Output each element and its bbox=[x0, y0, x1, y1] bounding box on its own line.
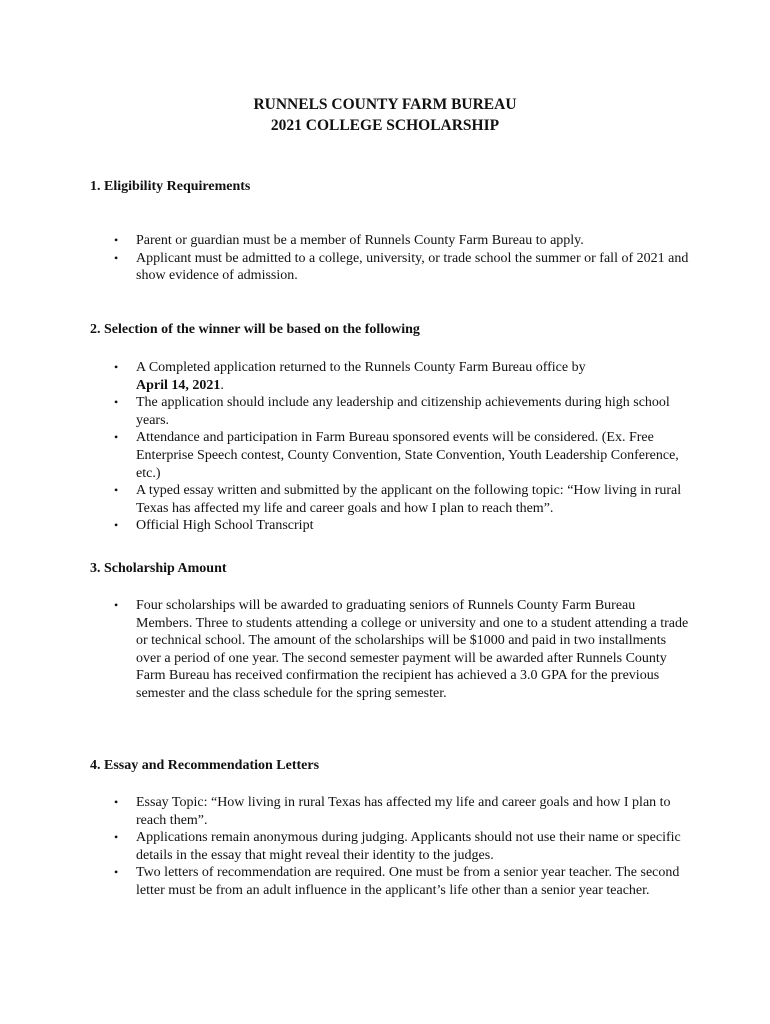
bullet-icon: • bbox=[114, 795, 119, 809]
bullet-icon: • bbox=[114, 483, 119, 498]
list-item: • The application should include any leadership and citizenship achievements during high school years. bbox=[114, 395, 670, 428]
list-item: • Applications remain anonymous during judging. Applicants should not use their name or specific details in the essay that might reveal their identity to the judges. bbox=[114, 830, 681, 863]
list-item: • Applicant must be admitted to a college, university, or trade school the summer or fall of 2021 and show evidence of admission. bbox=[114, 250, 689, 284]
list-item: • Four scholarships will be awarded to graduating seniors of Runnels County Farm Bureau Members. Three to students attending a college or university and one to a student attending a trade or technical school. The amount of the scholarships will be $1000 and paid in two installments over a period of one year. The second semester payment will be awarded after Runnels County Farm Bureau has received confirmation the recipient has achieved a 3.0 GPA for the previous semester and the class schedule for the spring semester. bbox=[114, 598, 689, 701]
title-line-2: 2021 COLLEGE SCHOLARSHIP bbox=[270, 117, 500, 134]
bullet-icon: • bbox=[114, 395, 119, 410]
bullet-icon: • bbox=[114, 250, 119, 265]
amount-list bbox=[90, 597, 690, 703]
list-item: • Official High School Transcript bbox=[114, 518, 314, 534]
section-heading-amount: 3. Scholarship Amount bbox=[90, 561, 227, 576]
deadline-date: April 14, 2021 bbox=[136, 377, 221, 393]
eligibility-list bbox=[90, 232, 690, 285]
bullet-icon: • bbox=[114, 865, 119, 880]
list-item: • A Completed application returned to the Runnels County Farm Bureau office by April 14, 2021. bbox=[114, 360, 586, 393]
section-heading-eligibility: 1. Eligibility Requirements bbox=[90, 179, 251, 194]
list-item: • Two letters of recommendation are required. One must be from a senior year teacher. The second letter must be from an adult influence in the applicant’s life other than a senior year teacher. bbox=[114, 865, 680, 898]
list-item: • Attendance and participation in Farm Bureau sponsored events will be considered. (Ex. Free Enterprise Speech contest, County Convention, State Convention, Youth Leadership Conference, etc.) bbox=[114, 430, 679, 481]
list-item: • A typed essay written and submitted by the applicant on the following topic: “How living in rural Texas has affected my life and career goals and how I plan to reach them”. bbox=[114, 483, 682, 516]
essay-list bbox=[90, 794, 690, 900]
list-item: • Essay Topic: “How living in rural Texas has affected my life and career goals and how I plan to reach them”. bbox=[114, 795, 671, 828]
selection-list bbox=[90, 359, 690, 535]
section-heading-selection: 2. Selection of the winner will be based on the following bbox=[90, 322, 420, 337]
section-heading-essay: 4. Essay and Recommendation Letters bbox=[90, 758, 320, 773]
bullet-icon: • bbox=[114, 518, 119, 533]
list-item: • Parent or guardian must be a member of Runnels County Farm Bureau to apply. bbox=[114, 233, 584, 248]
document-title bbox=[0, 94, 770, 136]
bullet-icon: • bbox=[114, 830, 119, 845]
title-line-1: RUNNELS COUNTY FARM BUREAU bbox=[253, 96, 517, 113]
bullet-icon: • bbox=[114, 598, 119, 612]
bullet-icon: • bbox=[114, 233, 119, 247]
bullet-icon: • bbox=[114, 430, 119, 445]
bullet-icon: • bbox=[114, 360, 119, 374]
